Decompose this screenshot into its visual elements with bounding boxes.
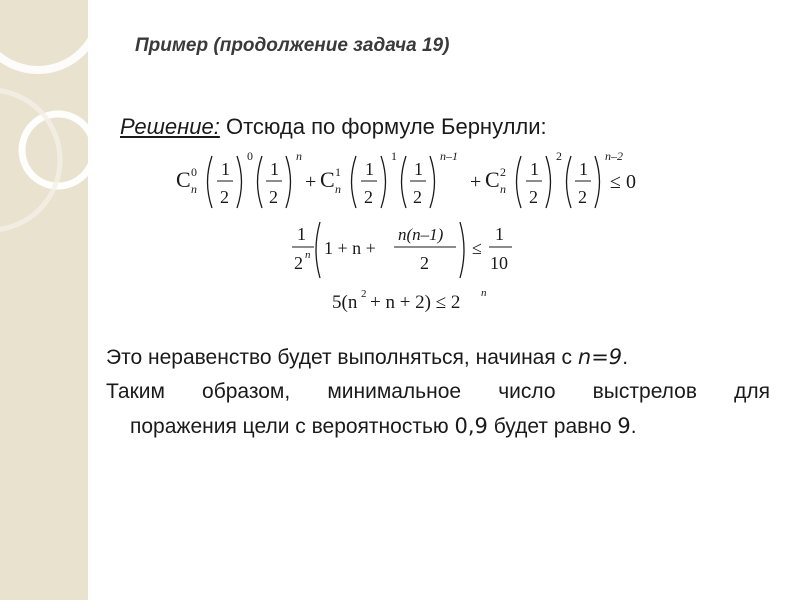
exponent: 1 — [391, 149, 397, 163]
result-line-3-mid: будет равно — [487, 415, 618, 438]
binomial-lower: n — [335, 182, 341, 196]
plus-sign: + — [305, 171, 317, 193]
result-line-1-end: . — [622, 346, 629, 369]
fraction-denominator: 2 — [578, 187, 587, 207]
result-line-1-text: Это неравенство будет выполняться, начиная с — [106, 346, 578, 369]
binomial-c: C — [320, 167, 335, 192]
rhs-denominator: 10 — [490, 253, 508, 273]
result-line-3-text: поражения цели с вероятностью — [130, 415, 455, 438]
decorative-ring — [22, 114, 88, 186]
solution-text: Отсюда по формуле Бернулли: — [219, 114, 547, 139]
fraction-numerator: 1 — [221, 159, 230, 179]
exponent: 2 — [556, 149, 562, 163]
fraction-numerator: 1 — [414, 159, 423, 179]
leq-sign: ≤ — [472, 238, 482, 258]
binomial-lower: n — [500, 182, 506, 196]
final-lhs: 5(n — [332, 292, 358, 313]
exponent: n–2 — [605, 149, 623, 163]
fraction-numerator: 1 — [297, 224, 306, 244]
binomial-c: C — [176, 167, 191, 192]
exponent: 0 — [247, 149, 253, 163]
fraction-numerator: 1 — [365, 159, 374, 179]
power-exponent: n — [481, 287, 487, 299]
rhs-numerator: 1 — [495, 224, 504, 244]
inequality-formula — [290, 218, 540, 282]
leq-zero: ≤ 0 — [610, 171, 636, 193]
result-line-2: Таким образом, минимальное число выстрелов для — [106, 380, 770, 403]
result-line-1 — [106, 340, 770, 375]
fraction-denominator: 2 — [364, 187, 373, 207]
slide-title: Пример (продолжение задача 19) — [135, 35, 450, 56]
solution-label: Решение: — [120, 114, 220, 139]
fraction-denominator: 2 — [269, 187, 278, 207]
binomial-upper: 1 — [335, 165, 341, 179]
exponent: n — [296, 149, 302, 163]
decorative-ring — [0, 0, 88, 70]
binomial-c: C — [485, 167, 500, 192]
square-exponent: 2 — [361, 288, 367, 300]
solution-line — [120, 114, 547, 140]
exponent: n — [305, 249, 311, 261]
plus-sign: + — [470, 171, 482, 193]
result-text — [106, 340, 770, 444]
binomial-upper: 0 — [191, 165, 197, 179]
result-line-3-end: . — [630, 415, 637, 438]
final-middle: + n + 2) ≤ 2 — [370, 292, 461, 313]
fraction-numerator: 1 — [530, 159, 539, 179]
fraction-denominator: 2 — [294, 253, 303, 273]
bernoulli-sum-formula — [170, 146, 650, 216]
inner-numerator: n(n–1) — [398, 225, 444, 244]
threshold-value: n=9 — [577, 345, 623, 369]
fraction-numerator: 1 — [270, 159, 279, 179]
fraction-numerator: 1 — [579, 159, 588, 179]
result-line-3 — [106, 409, 770, 444]
shot-count-value: 9 — [617, 414, 631, 438]
decorative-ring — [0, 90, 60, 230]
bracket-body: 1 + n + — [324, 238, 376, 258]
binomial-upper: 2 — [500, 165, 506, 179]
final-inequality — [330, 284, 510, 318]
inner-denominator: 2 — [420, 253, 429, 273]
exponent: n–1 — [440, 149, 458, 163]
fraction-denominator: 2 — [413, 187, 422, 207]
probability-value: 0,9 — [454, 414, 488, 438]
decorative-rings — [0, 0, 88, 600]
decorative-sidebar — [0, 0, 88, 600]
binomial-lower: n — [191, 182, 197, 196]
fraction-denominator: 2 — [220, 187, 229, 207]
fraction-denominator: 2 — [529, 187, 538, 207]
